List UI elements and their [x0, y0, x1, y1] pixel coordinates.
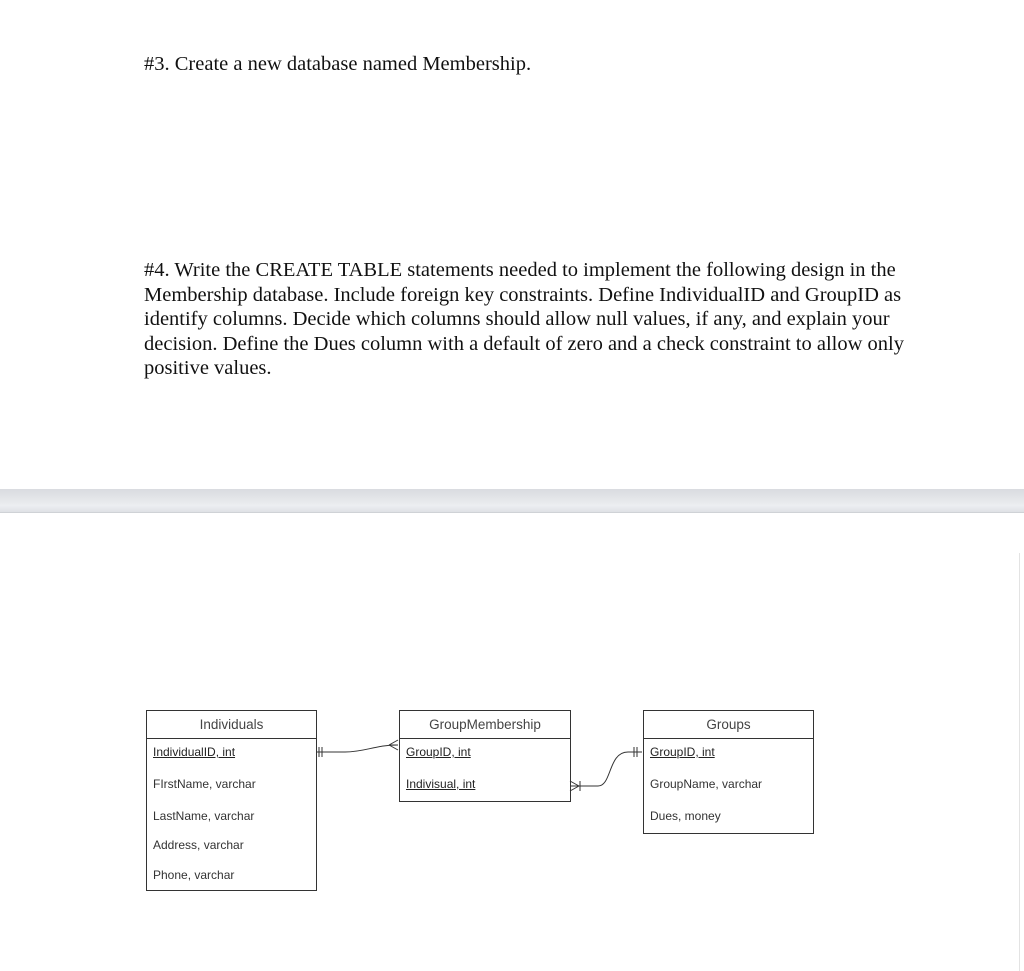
- field-first-name: FIrstName, varchar: [153, 777, 256, 791]
- field-group-id: GroupID, int: [406, 745, 471, 759]
- entity-title: GroupMembership: [400, 711, 570, 739]
- field-address: Address, varchar: [153, 838, 244, 852]
- entity-title: Groups: [644, 711, 813, 739]
- field-individual-id: IndividualID, int: [153, 745, 236, 759]
- field-dues: Dues, money: [650, 809, 721, 823]
- field-phone: Phone, varchar: [153, 868, 235, 882]
- question-3-text: #3. Create a new database named Membership.: [144, 53, 532, 75]
- entity-title: Individuals: [147, 711, 316, 739]
- relationship-individuals-membership: [316, 745, 398, 752]
- question-4-text: #4. Write the CREATE TABLE statements needed to implement the following design in the Membership database. Include foreign key constraints. Define IndividualID and GroupID as identify columns. Decide which columns should allow null values, if any, and explain your decision. Define the Dues column with a default of zero and a check constraint to allow only positive values.: [144, 259, 904, 380]
- field-last-name: LastName, varchar: [153, 809, 255, 823]
- field-group-id: GroupID, int: [650, 745, 715, 759]
- field-group-name: GroupName, varchar: [650, 777, 763, 791]
- field-individual: Indivisual, int: [406, 777, 476, 791]
- relationship-membership-groups: [570, 752, 642, 786]
- crowfoot-marker: [389, 740, 398, 750]
